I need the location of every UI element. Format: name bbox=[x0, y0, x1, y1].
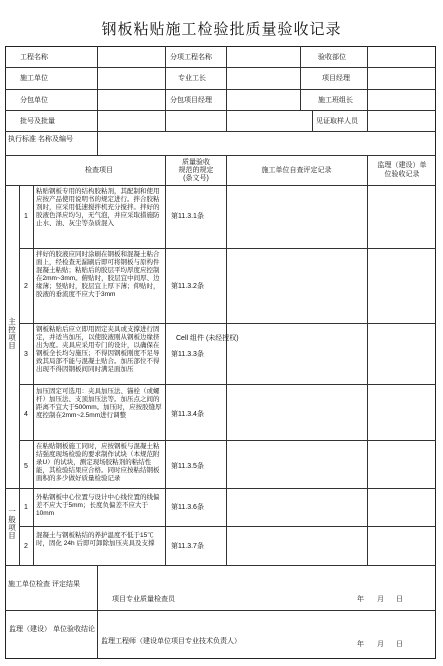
col-divider bbox=[367, 155, 368, 565]
date-month: 月 bbox=[377, 641, 384, 648]
standard-label: 执行标准 名称及编号 bbox=[8, 136, 73, 143]
team-leader-label: 施工班组长 bbox=[318, 97, 353, 104]
supervisor-engineer-label: 监理工程师（建设单位项目专业技术负责人） bbox=[101, 638, 241, 645]
row-divider bbox=[19, 440, 436, 441]
general-section-label: 一般项目 bbox=[8, 507, 16, 540]
row-divider bbox=[5, 488, 436, 489]
row-divider bbox=[19, 323, 436, 324]
item-description: 混凝土与钢板粘结的养护温度不低于15℃时，固化 24h 后即可卸除加压夹具及支撑 bbox=[36, 532, 155, 547]
standard-header-line3: (条文号) bbox=[183, 175, 209, 182]
item-clause: 第11.3.3条 bbox=[171, 351, 204, 358]
date-year: 年 bbox=[357, 596, 364, 603]
item-clause: 第11.3.4条 bbox=[171, 411, 204, 418]
project-name-label: 工程名称 bbox=[20, 54, 48, 61]
sub-project-label: 分项工程名称 bbox=[170, 54, 212, 61]
acceptance-part-label: 验收部位 bbox=[318, 54, 346, 61]
item-description: 加压固定可选用：夹具加压法、锚栓（或螺杆）加压法、支顶加压法等。加压点之间的距离不宜大于500mm。加压时，应按胶缝厚度控制在2mm~2.5mm进行调整 bbox=[36, 388, 162, 419]
item-number: 5 bbox=[24, 463, 28, 470]
item-description: 粘贴钢板专用的结构胶粘剂，其配制和使用应按产品使用说明书的规定进行。拌合胶粘剂时，应采用低速搅拌机充分搅拌。拌好的胶液色泽应均匀，无气泡，并应采取措施防止水、油、灰尘等杂质混入 bbox=[36, 188, 160, 227]
contractor-result-label: 施工单位检查 评定结果 bbox=[8, 581, 80, 588]
batch-label: 批号及批量 bbox=[20, 118, 55, 125]
date-day: 日 bbox=[396, 596, 403, 603]
col-divider bbox=[165, 46, 166, 131]
foreman-label: 专业工长 bbox=[178, 75, 206, 82]
item-number: 2 bbox=[24, 283, 28, 290]
sampler-label: 见证取样人员 bbox=[316, 118, 358, 125]
row-divider bbox=[19, 526, 436, 527]
col-divider bbox=[165, 155, 166, 565]
project-manager-label: 项目经理 bbox=[322, 75, 350, 82]
col-divider bbox=[33, 185, 34, 565]
col-divider bbox=[312, 110, 313, 131]
contractor-inspector-label: 项目专业质量检查员 bbox=[112, 596, 175, 603]
col-divider bbox=[97, 46, 98, 155]
item-number: 4 bbox=[24, 411, 28, 418]
row-divider bbox=[5, 89, 436, 90]
col-divider bbox=[226, 46, 227, 131]
item-description: 拌好的胶液应同时涂刷在钢板和混凝土粘合面上，经检查无漏刷后即可将钢板与原构件混凝土粘贴；粘贴后的胶层平均厚度应控制在2mm~3mm。俯贴时，胶层宜中间厚、边缘薄；竖贴时，胶层宜上厚下薄；仰贴时，胶液的垂流度不应大于3mm bbox=[36, 251, 160, 298]
date-month: 月 bbox=[377, 596, 384, 603]
item-clause: 第11.3.5条 bbox=[171, 463, 204, 470]
subcontractor-label: 分包单位 bbox=[20, 97, 48, 104]
item-number: 1 bbox=[24, 213, 28, 220]
standard-header-line2: 规范的规定 bbox=[178, 167, 214, 174]
item-clause: 第11.3.6条 bbox=[171, 504, 204, 511]
supervisor-header-line1: 监理（建设）单 bbox=[377, 162, 427, 169]
supervisor-header-line2: 位验收记录 bbox=[384, 171, 420, 178]
check-item-header: 检查项目 bbox=[85, 167, 113, 174]
row-divider bbox=[5, 185, 436, 186]
item-eval-note: Cell 组件 (未经授权) bbox=[176, 335, 239, 342]
date-day: 日 bbox=[396, 641, 403, 648]
item-description: 在粘贴钢板施工同时，应按钢板与混凝土粘结强度现场检验的要求制作试块（本规范附录U）的试块，测定现场胶粘剂的粘结性能，其检验结果应合格。同时应按粘结钢板面积的多少做好质量检验记录 bbox=[36, 443, 160, 482]
row-divider bbox=[5, 610, 436, 611]
sub-manager-label: 分包项目经理 bbox=[170, 97, 212, 104]
item-description: 钢板粘贴后应立即用固定夹具或支撑进行固定，并适当加压，以使胶液刚从钢板边缘挤出为度。夹具应采用专门的设计，以确保在钢板全长均匀施压；不得因钢板刚度不足导致其局部不能与混凝土贴合。加压部位不得出现不得因钢板间同时满足面加压 bbox=[36, 326, 160, 373]
main-section-label: 主控项目 bbox=[8, 317, 16, 350]
contractor-eval-header: 施工单位自查评定记录 bbox=[261, 167, 332, 174]
row-divider bbox=[5, 565, 436, 566]
standard-header-line1: 质量验收 bbox=[182, 159, 210, 166]
item-number: 1 bbox=[24, 504, 28, 511]
item-description: 外粘钢板中心位置与设计中心线位置的线偏差不应大于5mm；长度负偏差不应大于10mm bbox=[36, 494, 160, 517]
row-divider bbox=[19, 248, 436, 249]
row-divider bbox=[5, 131, 436, 132]
contractor-label: 施工单位 bbox=[20, 75, 48, 82]
item-number: 2 bbox=[24, 543, 28, 550]
item-clause: 第11.3.2条 bbox=[171, 283, 204, 290]
col-divider bbox=[367, 46, 368, 131]
col-divider bbox=[97, 565, 98, 659]
item-clause: 第11.3.7条 bbox=[171, 543, 204, 550]
item-number: 3 bbox=[24, 351, 28, 358]
row-divider bbox=[5, 110, 436, 111]
item-clause: 第11.3.1条 bbox=[171, 213, 204, 220]
col-divider bbox=[226, 155, 227, 565]
col-divider bbox=[300, 46, 301, 110]
form-title: 钢板粘贴施工检验批质量验收记录 bbox=[101, 21, 342, 38]
row-divider bbox=[19, 384, 436, 385]
date-year: 年 bbox=[357, 641, 364, 648]
row-divider bbox=[5, 155, 436, 156]
row-divider bbox=[5, 67, 436, 68]
supervisor-conclusion-label: 监理（建设） 单位验收结论 bbox=[9, 626, 95, 633]
